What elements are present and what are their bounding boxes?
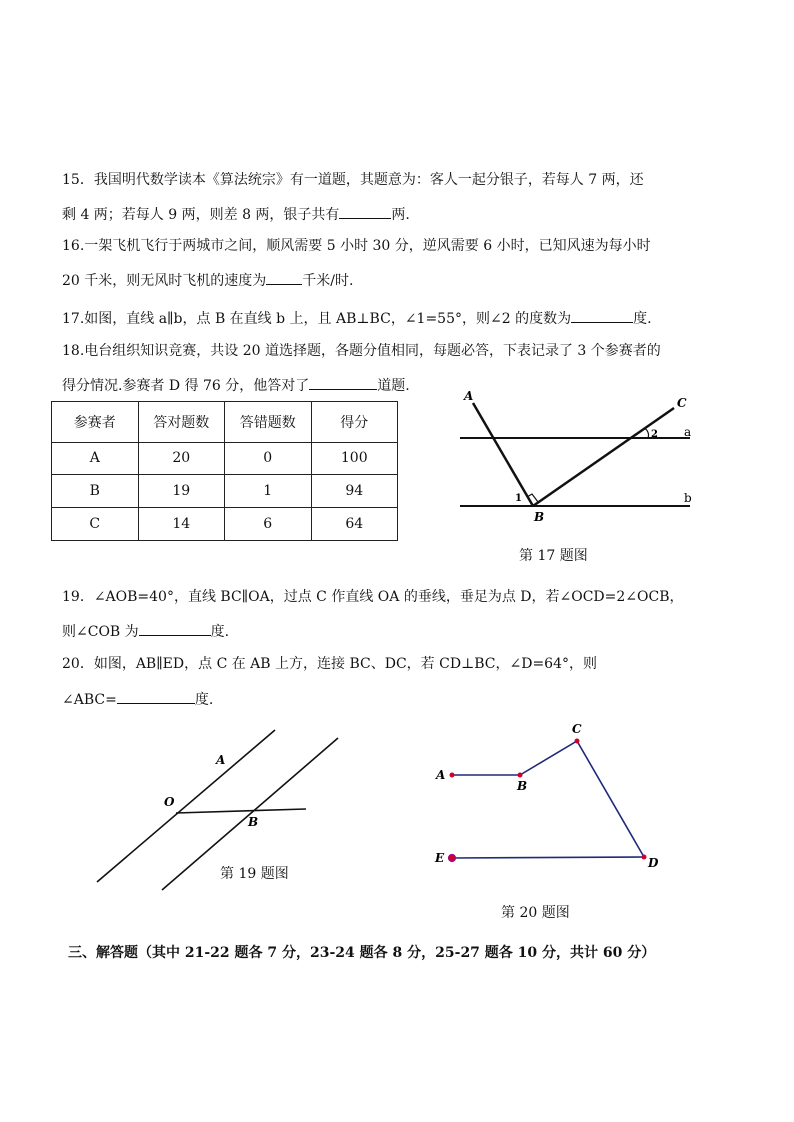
header-score: 得分 xyxy=(311,402,398,443)
path-abcd xyxy=(452,741,644,857)
label-O: O xyxy=(164,795,175,809)
q20-line1: 20．如图，AB∥ED，点 C 在 AB 上方，连接 BC、DC，若 CD⊥BC，∠D=64°，则 xyxy=(62,656,597,672)
q19-line2-text: 则∠COB 为 xyxy=(62,624,139,640)
q20-line2-text: ∠ABC= xyxy=(62,692,117,708)
label-D: D xyxy=(648,856,659,870)
q16-line2-end: 千米/时. xyxy=(302,273,354,289)
table-cell: A xyxy=(52,442,139,475)
label-B: B xyxy=(534,510,545,524)
header-wrong: 答错题数 xyxy=(225,402,312,443)
figure-19-caption: 第 19 题图 xyxy=(220,866,289,882)
point-C xyxy=(575,739,580,744)
table-cell: 0 xyxy=(225,442,312,475)
label-angle-2: 2 xyxy=(651,429,658,440)
header-contestant: 参赛者 xyxy=(52,402,139,443)
header-correct: 答对题数 xyxy=(138,402,225,443)
label-C: C xyxy=(572,722,582,736)
table-cell: C xyxy=(52,508,139,541)
figure-20-caption: 第 20 题图 xyxy=(501,905,570,921)
table-cell: 64 xyxy=(311,508,398,541)
label-angle-1: 1 xyxy=(515,493,522,504)
q16-line2-text: 20 千米，则无风时飞机的速度为 xyxy=(62,273,267,289)
figure-17-caption: 第 17 题图 xyxy=(519,548,588,564)
label-A: A xyxy=(216,753,226,767)
q16-line1: 16.一架飞机飞行于两城市之间，顺风需要 5 小时 30 分，逆风需要 6 小时，已知风速为每小时 xyxy=(62,238,651,254)
table-cell: 14 xyxy=(138,508,225,541)
point-E xyxy=(449,855,456,862)
q17-text: 17.如图，直线 a∥b，点 B 在直线 b 上，且 AB⊥BC，∠1=55°，则∠2 的度数为 xyxy=(62,311,572,327)
section-3-heading: 三、解答题（其中 21-22 题各 7 分，23-24 题各 8 分，25-27 题各 10 分，共计 60 分） xyxy=(68,945,656,961)
label-E: E xyxy=(435,851,445,865)
table-cell: 20 xyxy=(138,442,225,475)
q20-line2-end: 度. xyxy=(194,692,214,708)
segment-ed xyxy=(452,857,644,858)
label-a: a xyxy=(684,425,692,439)
point-B xyxy=(518,773,523,778)
q19-line2-end: 度. xyxy=(210,624,230,640)
q18-line1: 18.电台组织知识竞赛，共设 20 道选择题，各题分值相同，每题必答，下表记录了 3 个参赛者的 xyxy=(62,343,661,359)
label-A: A xyxy=(436,768,446,782)
point-A xyxy=(450,773,455,778)
label-B: B xyxy=(248,815,259,829)
table-cell: 6 xyxy=(225,508,312,541)
q18-line2-end: 道题. xyxy=(377,378,410,394)
label-A: A xyxy=(464,389,474,403)
table-cell: 1 xyxy=(225,475,312,508)
q17-end: 度. xyxy=(633,311,652,327)
table-cell: 94 xyxy=(311,475,398,508)
q15-line2-end: 两. xyxy=(391,207,410,223)
label-b: b xyxy=(684,491,692,505)
q19-line1: 19．∠AOB=40°，直线 BC∥OA，过点 C 作直线 OA 的垂线，垂足为点 D，若∠OCD=2∠OCB， xyxy=(62,589,684,605)
q15-line1: 15．我国明代数学读本《算法统宗》有一道题，其题意为：客人一起分银子，若每人 7 两，还 xyxy=(62,172,644,188)
table-cell: 100 xyxy=(311,442,398,475)
table-cell: 19 xyxy=(138,475,225,508)
label-B: B xyxy=(517,779,528,793)
q18-line2-text: 得分情况.参赛者 D 得 76 分，他答对了 xyxy=(62,378,310,394)
point-D xyxy=(642,855,647,860)
q15-line2-text: 剩 4 两；若每人 9 两，则差 8 两，银子共有 xyxy=(62,207,340,223)
table-cell: B xyxy=(52,475,139,508)
label-C: C xyxy=(677,396,687,410)
